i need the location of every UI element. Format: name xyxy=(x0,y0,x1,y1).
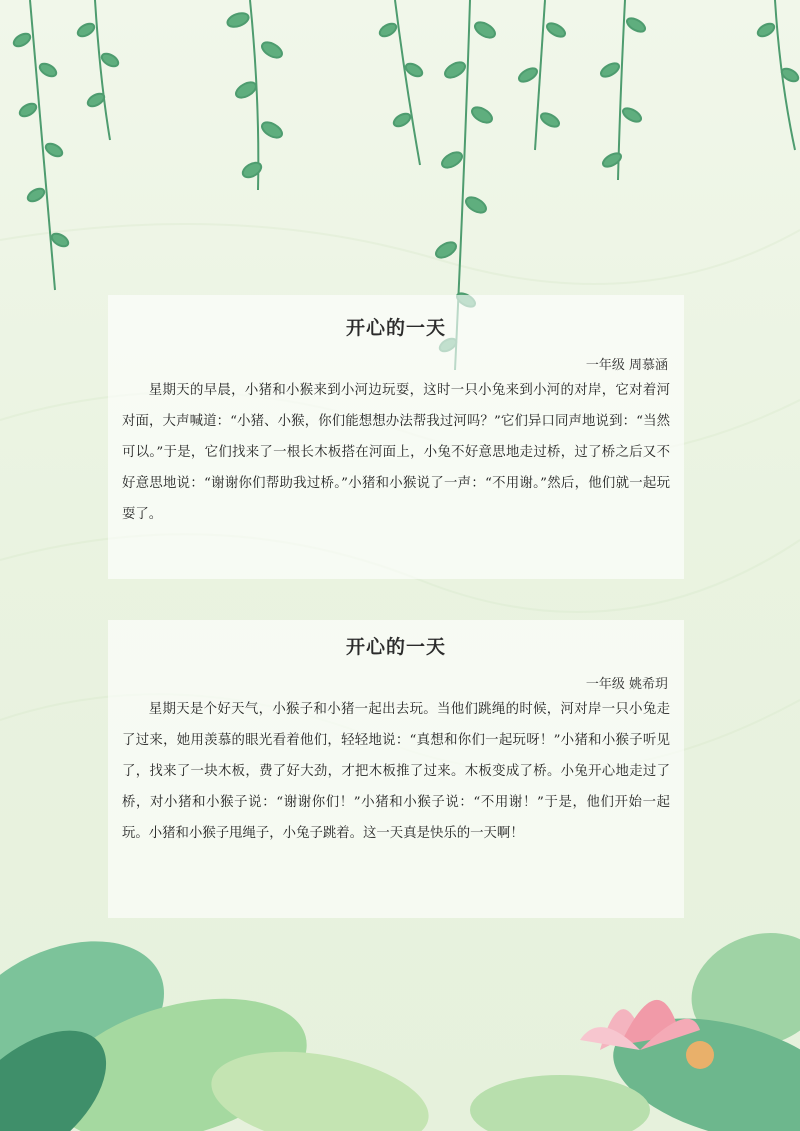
story-author: 一年级 周慕涵 xyxy=(585,358,668,373)
story-title: 开心的一天 xyxy=(345,317,446,339)
story-card xyxy=(108,295,684,579)
story-title: 开心的一天 xyxy=(345,636,446,658)
story-body: 星期天的早晨，小猪和小猴来到小河边玩耍，这时一只小兔来到小河的对岸，它对着河对面，大声喊道：“小猪、小猴，你们能想想办法帮我过河吗？”它们异口同声地说到：“当然可以。”于是，它们找来了一根长木板搭在河面上，小兔不好意思地走过桥，过了桥之后又不好意思地说：“谢谢你们帮助我过桥。”小猪和小猴说了一声：“不用谢。”然后，他们就一起玩耍了。 xyxy=(122,383,670,522)
story-card xyxy=(108,620,684,918)
story-body: 星期天是个好天气，小猴子和小猪一起出去玩。当他们跳绳的时候，河对岸一只小兔走了过来，她用羡慕的眼光看着他们，轻轻地说：“真想和你们一起玩呀！”小猪和小猴子听见了，找来了一块木板，费了好大劲，才把木板推了过来。木板变成了桥。小兔开心地走过了桥，对小猪和小猴子说：“谢谢你们！”小猪和小猴子说：“不用谢！”于是，他们开始一起玩。小猪和小猴子甩绳子，小兔子跳着。这一天真是快乐的一天啊！ xyxy=(122,702,670,841)
bottom-foliage xyxy=(0,910,800,1131)
story-author: 一年级 姚希玥 xyxy=(585,677,668,692)
